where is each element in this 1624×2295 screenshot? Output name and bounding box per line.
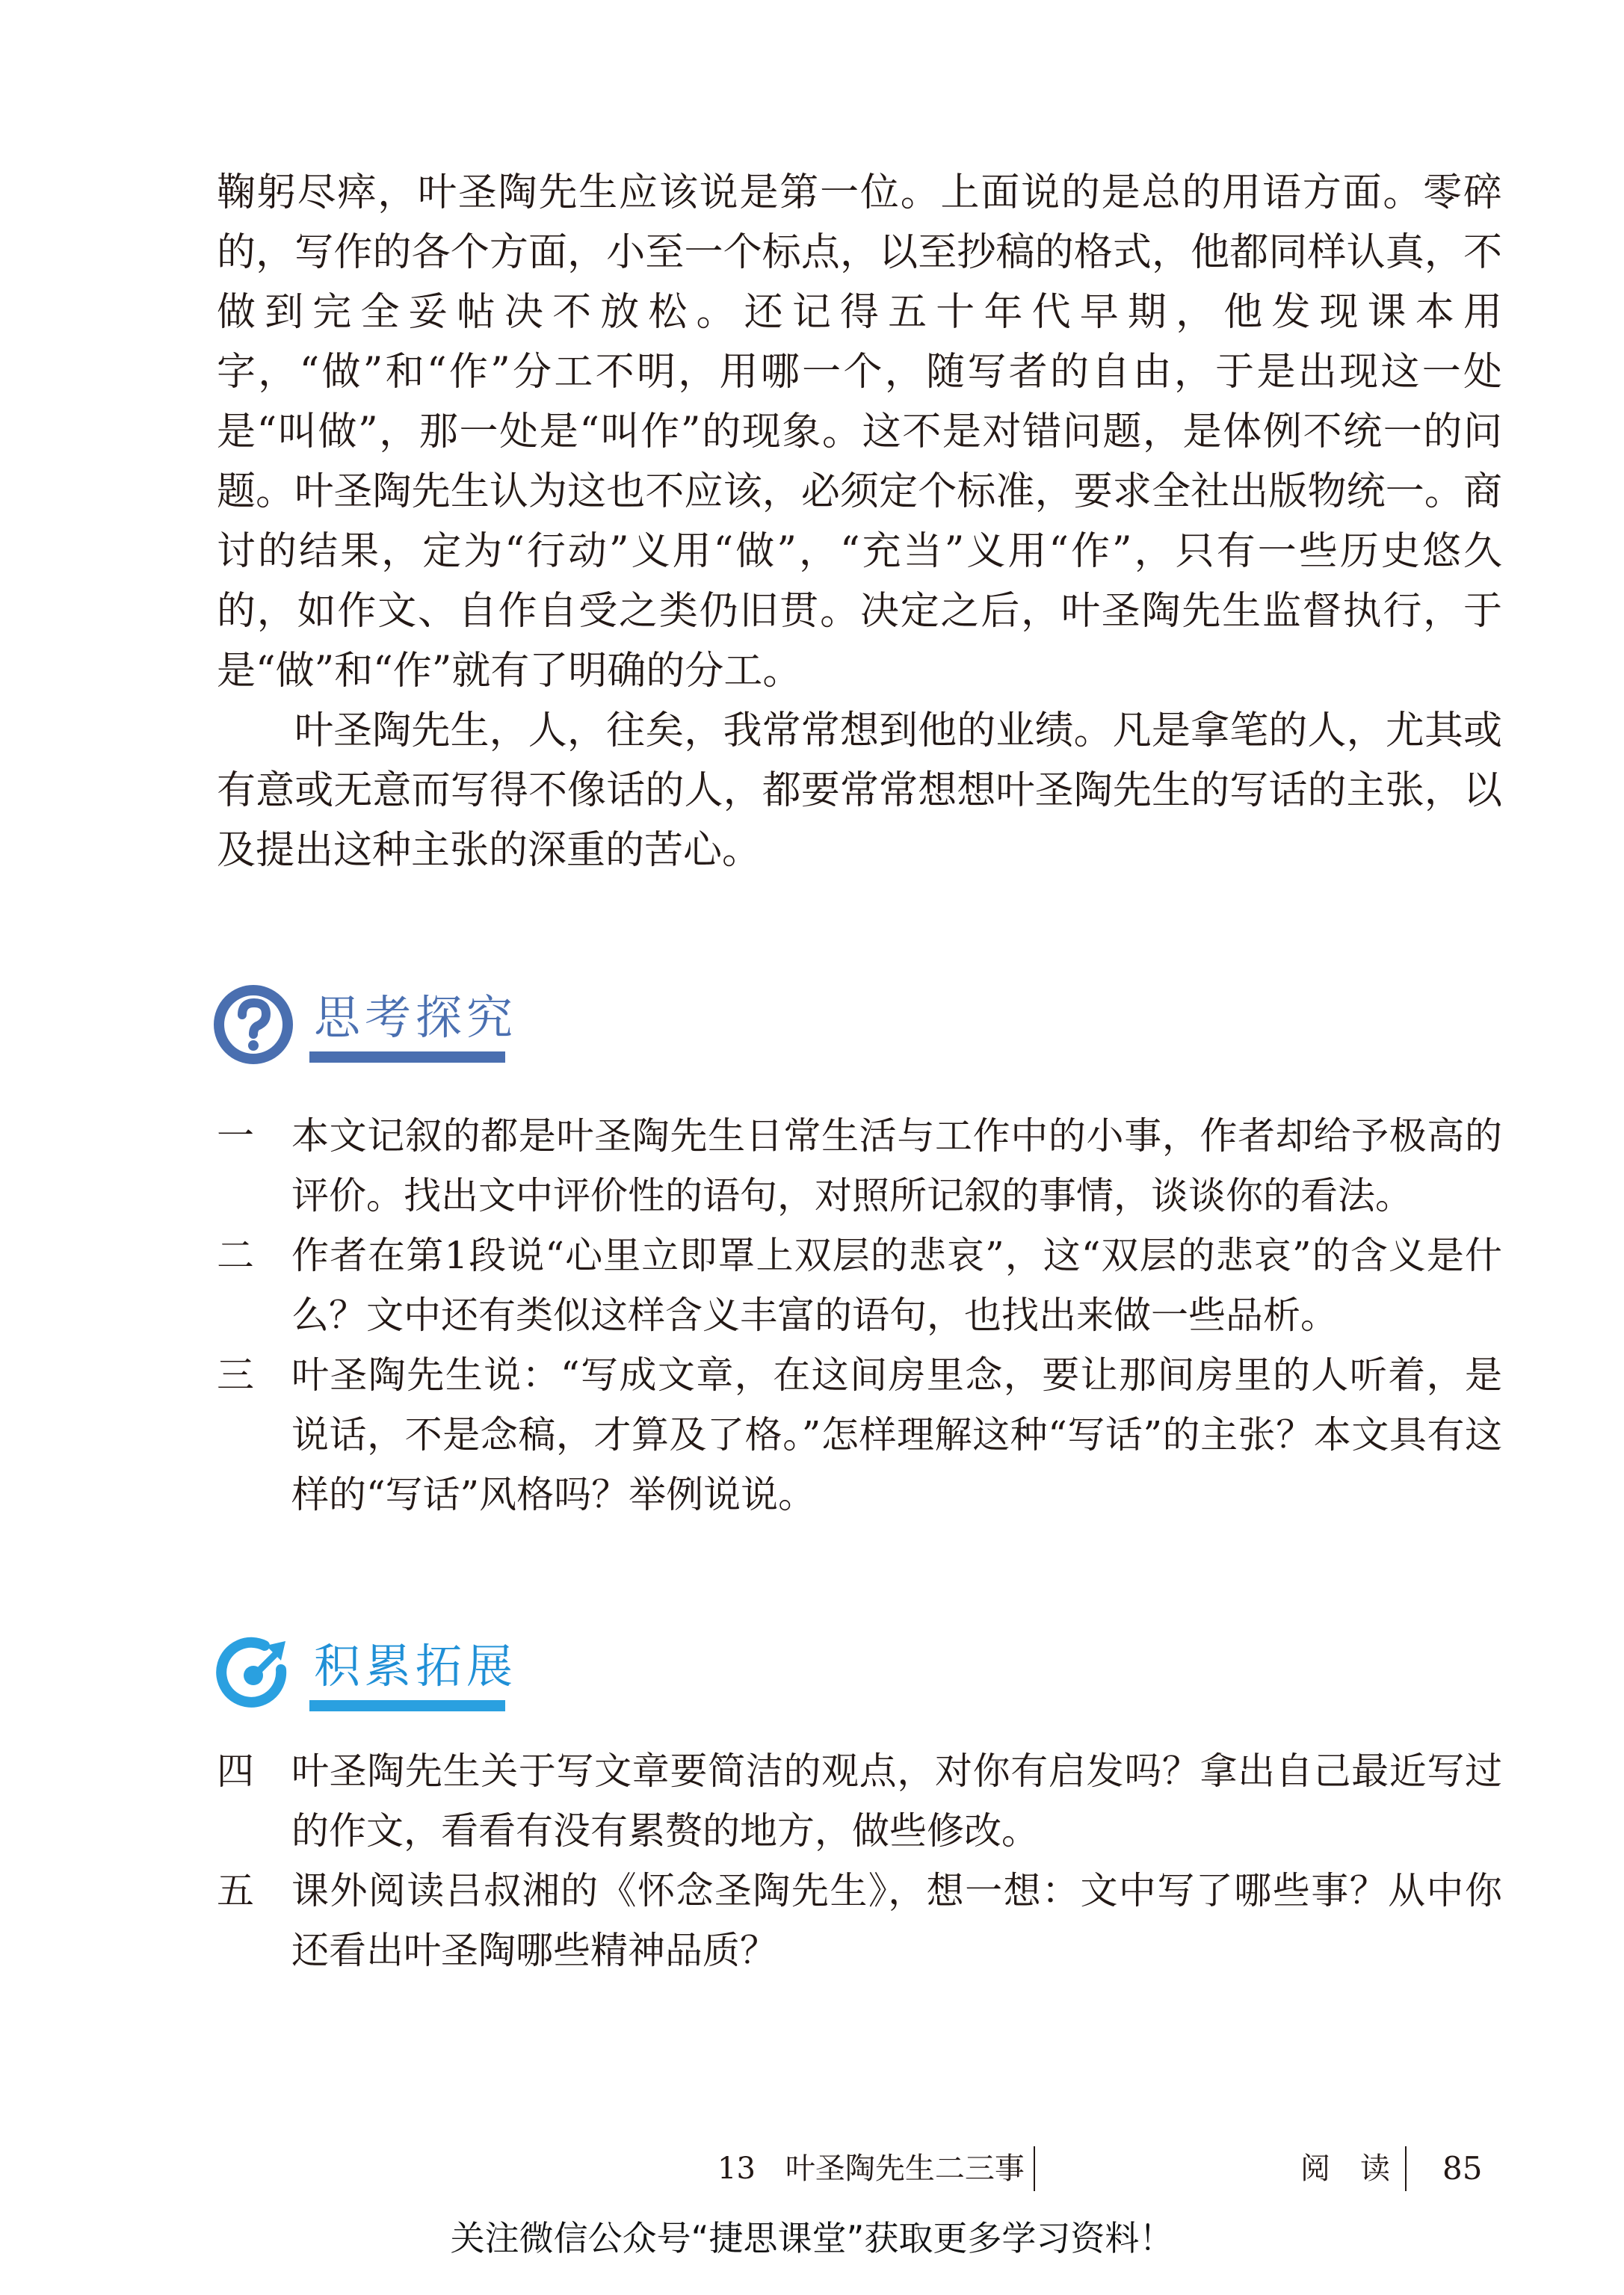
item-number: 四	[217, 1749, 254, 1793]
page-footer	[0, 2139, 1624, 2199]
list-item	[217, 1106, 1502, 1226]
list-item	[217, 1861, 1502, 1980]
footer-divider	[1034, 2146, 1035, 2191]
item-text: 本文记叙的都是叶圣陶先生日常生活与工作中的小事，作者却给予极高的评价。找出文中评价性的语句，对照所记叙的事情，谈谈你的看法。	[291, 1114, 1502, 1217]
item-number: 一	[217, 1114, 254, 1158]
item-number: 二	[217, 1234, 254, 1277]
section-heading-accum	[209, 1629, 583, 1726]
page-number: 85	[1442, 2150, 1483, 2187]
list-item	[217, 1345, 1502, 1525]
item-text: 叶圣陶先生关于写文章要简洁的观点，对你有启发吗？拿出自己最近写过的作文，看看有没有累赘的地方，做些修改。	[291, 1749, 1502, 1853]
item-number: 五	[217, 1869, 254, 1912]
list-item	[217, 1741, 1502, 1861]
body-text	[217, 163, 1502, 880]
item-text: 课外阅读吕叔湘的《怀念圣陶先生》，想一想：文中写了哪些事？从中你还看出叶圣陶哪些精神品质？	[291, 1869, 1502, 1972]
section-title: 思考探究	[314, 990, 518, 1045]
promo-text: 关注微信公众号“捷思课堂”获取更多学习资料！	[450, 2218, 1174, 2258]
item-number: 三	[217, 1353, 254, 1397]
item-text: 作者在第1段说“心里立即罩上双层的悲哀”，这“双层的悲哀”的含义是什么？文中还有类似这样含义丰富的语句，也找出来做一些品析。	[291, 1234, 1502, 1337]
body-paragraph: 鞠躬尽瘁，叶圣陶先生应该说是第一位。上面说的是总的用语方面。零碎的，写作的各个方面，小至一个标点，以至抄稿的格式，他都同样认真，不做到完全妥帖决不放松。还记得五十年代早期，他发现课本用字，“做”和“作”分工不明，用哪一个，随写者的自由，于是出现这一处是“叫做”，那一处是“叫作”的现象。这不是对错问题，是体例不统一的问题。叶圣陶先生认为这也不应该，必须定个标准，要求全社出版物统一。商讨的结果，定为“行动”义用“做”，“充当”义用“作”，只有一些历史悠久的，如作文、自作自受之类仍旧贯。决定之后，叶圣陶先生监督执行，于是“做”和“作”就有了明确的分工。	[217, 170, 1502, 694]
question-mark-icon	[212, 983, 294, 1066]
title-underline	[309, 1051, 505, 1063]
question-list-accum	[217, 1741, 1502, 1980]
list-item	[217, 1226, 1502, 1345]
section-title: 积累拓展	[314, 1639, 518, 1693]
question-list-think	[217, 1106, 1502, 1525]
body-paragraph: 叶圣陶先生，人，往矣，我常常想到他的业绩。凡是拿笔的人，尤其或有意或无意而写得不像话的人，都要常常想想叶圣陶先生的写话的主张，以及提出这种主张的深重的苦心。	[217, 708, 1502, 873]
section-heading-think	[209, 980, 583, 1078]
footer-divider	[1405, 2146, 1407, 2191]
category-label: 阅 读	[1300, 2152, 1390, 2186]
chapter-title: 13 叶圣陶先生二三事	[717, 2152, 1025, 2186]
circular-arrow-icon	[212, 1632, 294, 1714]
title-underline	[309, 1700, 505, 1711]
item-text: 叶圣陶先生说：“写成文章，在这间房里念，要让那间房里的人听着，是说话，不是念稿，才算及了格。”怎样理解这种“写话”的主张？本文具有这样的“写话”风格吗？举例说说。	[291, 1353, 1502, 1516]
